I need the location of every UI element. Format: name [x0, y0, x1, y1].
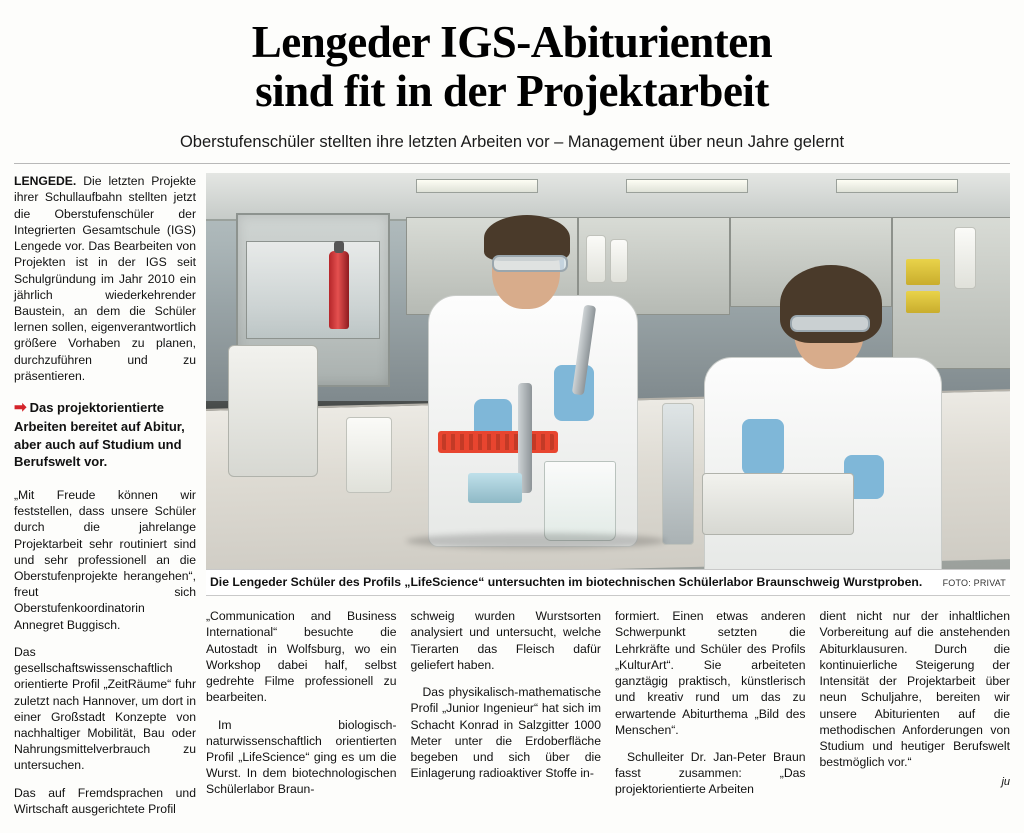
column-3-paragraph-2: Schulleiter Dr. Jan-Peter Braun fasst zusammen: „Das projektorientierte Arbeiten	[615, 749, 806, 797]
lead-paragraph	[14, 173, 196, 384]
pull-quote-text: Das projektorientierte Arbeiten bereitet auf Abitur, aber auch auf Studium und Berufswelt vor.	[14, 400, 185, 470]
column-2-paragraph-2: Das physikalisch-mathematische Profil „Junior Ingenieur“ hat sich im Schacht Konrad in Salzgitter 1000 Meter unter die Erdoberfläche begeben und sich über die Einlagerung radioaktiver Stoffe in-	[410, 685, 601, 781]
column-3-paragraph-1: formiert. Einen etwas anderen Schwerpunkt setzten die Lehrkräfte und Schüler des Profils „KulturArt“. Sie arbeiteten ganztägig praktisch, künstlerisch und kreativ rund um das zu erwartende Abiturthema „Bild des Menschen“.	[615, 609, 806, 737]
left-paragraph-1: „Mit Freude können wir feststellen, dass unsere Schüler durch die jahrelange Projektarbeit sehr routiniert sind und sehr professionell an die Oberstufenprojekte herangehen“, freut sich Oberstufenkoordinatorin Annegret Buggisch.	[14, 487, 196, 632]
gloved-hand-right-a	[742, 419, 784, 475]
column-4	[820, 608, 1011, 808]
safety-goggles-right	[790, 315, 870, 332]
reagent-bottle-3	[954, 227, 976, 289]
photo-caption	[206, 569, 1010, 596]
pull-quote	[14, 398, 196, 471]
ceiling-light-2	[626, 179, 748, 193]
caption-text: Die Lengeder Schüler des Profils „LifeScience“ untersuchten im biotechnischen Schülerlabor Braunschweig Wurstproben.	[210, 575, 923, 590]
column-3	[615, 608, 806, 808]
headline-line-1: Lengeder IGS-Abiturienten	[251, 17, 773, 67]
dateline: LENGEDE.	[14, 174, 77, 189]
column-1-paragraph-1: „Communication and Business International“ besuchte die Autostadt in Wolfsburg, wo ein Workshop dabei half, selbst gedrehte Filme professionell zu bearbeiten.	[206, 609, 397, 705]
column-1-paragraph-2: Im biologisch-naturwissenschaftlich orientierten Profil „LifeScience“ ging es um die Wurst. In dem biotechnologischen Schülerlabor Braun-	[206, 717, 397, 797]
sample-tray	[702, 473, 854, 535]
page-title	[0, 0, 1024, 115]
author-signature: ju	[1001, 776, 1010, 789]
article-photo	[206, 173, 1010, 569]
ice-tray	[468, 473, 522, 503]
beaker	[544, 461, 616, 541]
pipette-tip-rack	[438, 431, 558, 453]
fume-hood-glass	[246, 241, 380, 339]
ceiling-light-3	[836, 179, 958, 193]
lead-text: Die letzten Projekte ihrer Schullaufbahn stellten jetzt die Oberstufenschüler der Integrierten Gesamtschule (IGS) Lengede vor. Das Bearbeiten von Projekten ist in der IGS seit Schulgründung im Jahr 2010 ein jährlich wiederkehrender Baustein, an dem die Schüler lernen sollen, eigenverantwortlich größere Vorhaben zu planen, durchzuführen und zu präsentieren.	[14, 174, 196, 383]
column-4-paragraph-1: dient nicht nur der inhaltlichen Vorbereitung auf die anstehenden Abiturklausuren. Durch die kontinuierliche Steigerung der Intensität der Projektarbeit über neun Schuljahre, bereiten wir unsere Abiturienten auf die methodischen Anforderungen von Studium und heutiger Berufswelt bestmöglich vor.“	[819, 609, 1010, 770]
photo-block	[206, 173, 1010, 596]
column-2-paragraph-1: schweig wurden Wurstsorten analysiert und untersucht, welche Tierarten das Fleisch dafür geliefert haben.	[410, 609, 601, 672]
subheadline: Oberstufenschüler stellten ihre letzten Arbeiten vor – Management über neun Jahre gelernt	[179, 133, 845, 152]
column-2	[411, 608, 602, 808]
fire-extinguisher	[329, 251, 349, 329]
photo-credit: FOTO: PRIVAT	[942, 578, 1006, 589]
lab-coat-right	[704, 357, 942, 569]
left-column	[14, 173, 206, 828]
white-bottle	[346, 417, 392, 493]
safety-goggles-left	[492, 255, 568, 272]
column-1	[206, 608, 397, 808]
right-side	[206, 173, 1010, 828]
left-paragraph-3: Das auf Fremdsprachen und Wirtschaft ausgerichtete Profil	[14, 785, 196, 816]
lower-columns	[206, 608, 1010, 808]
arrow-icon: ➡	[14, 399, 27, 417]
tube-stand	[228, 345, 318, 477]
ceiling-light-1	[416, 179, 538, 193]
left-column-text	[14, 487, 196, 817]
header-divider	[14, 163, 1010, 164]
left-paragraph-2: Das gesellschaftswissenschaftlich orientierte Profil „ZeitRäume“ fuhr zuletzt nach Hannover, um dort in einer Großstadt Konzepte von nachhaltiger Mobilität, Bau oder Nahrungsmittelverbrauch zu untersuchen.	[14, 644, 196, 773]
cylinder	[662, 403, 694, 545]
headline-line-2: sind fit in der Projektarbeit	[255, 65, 769, 116]
article-body	[14, 173, 1010, 828]
